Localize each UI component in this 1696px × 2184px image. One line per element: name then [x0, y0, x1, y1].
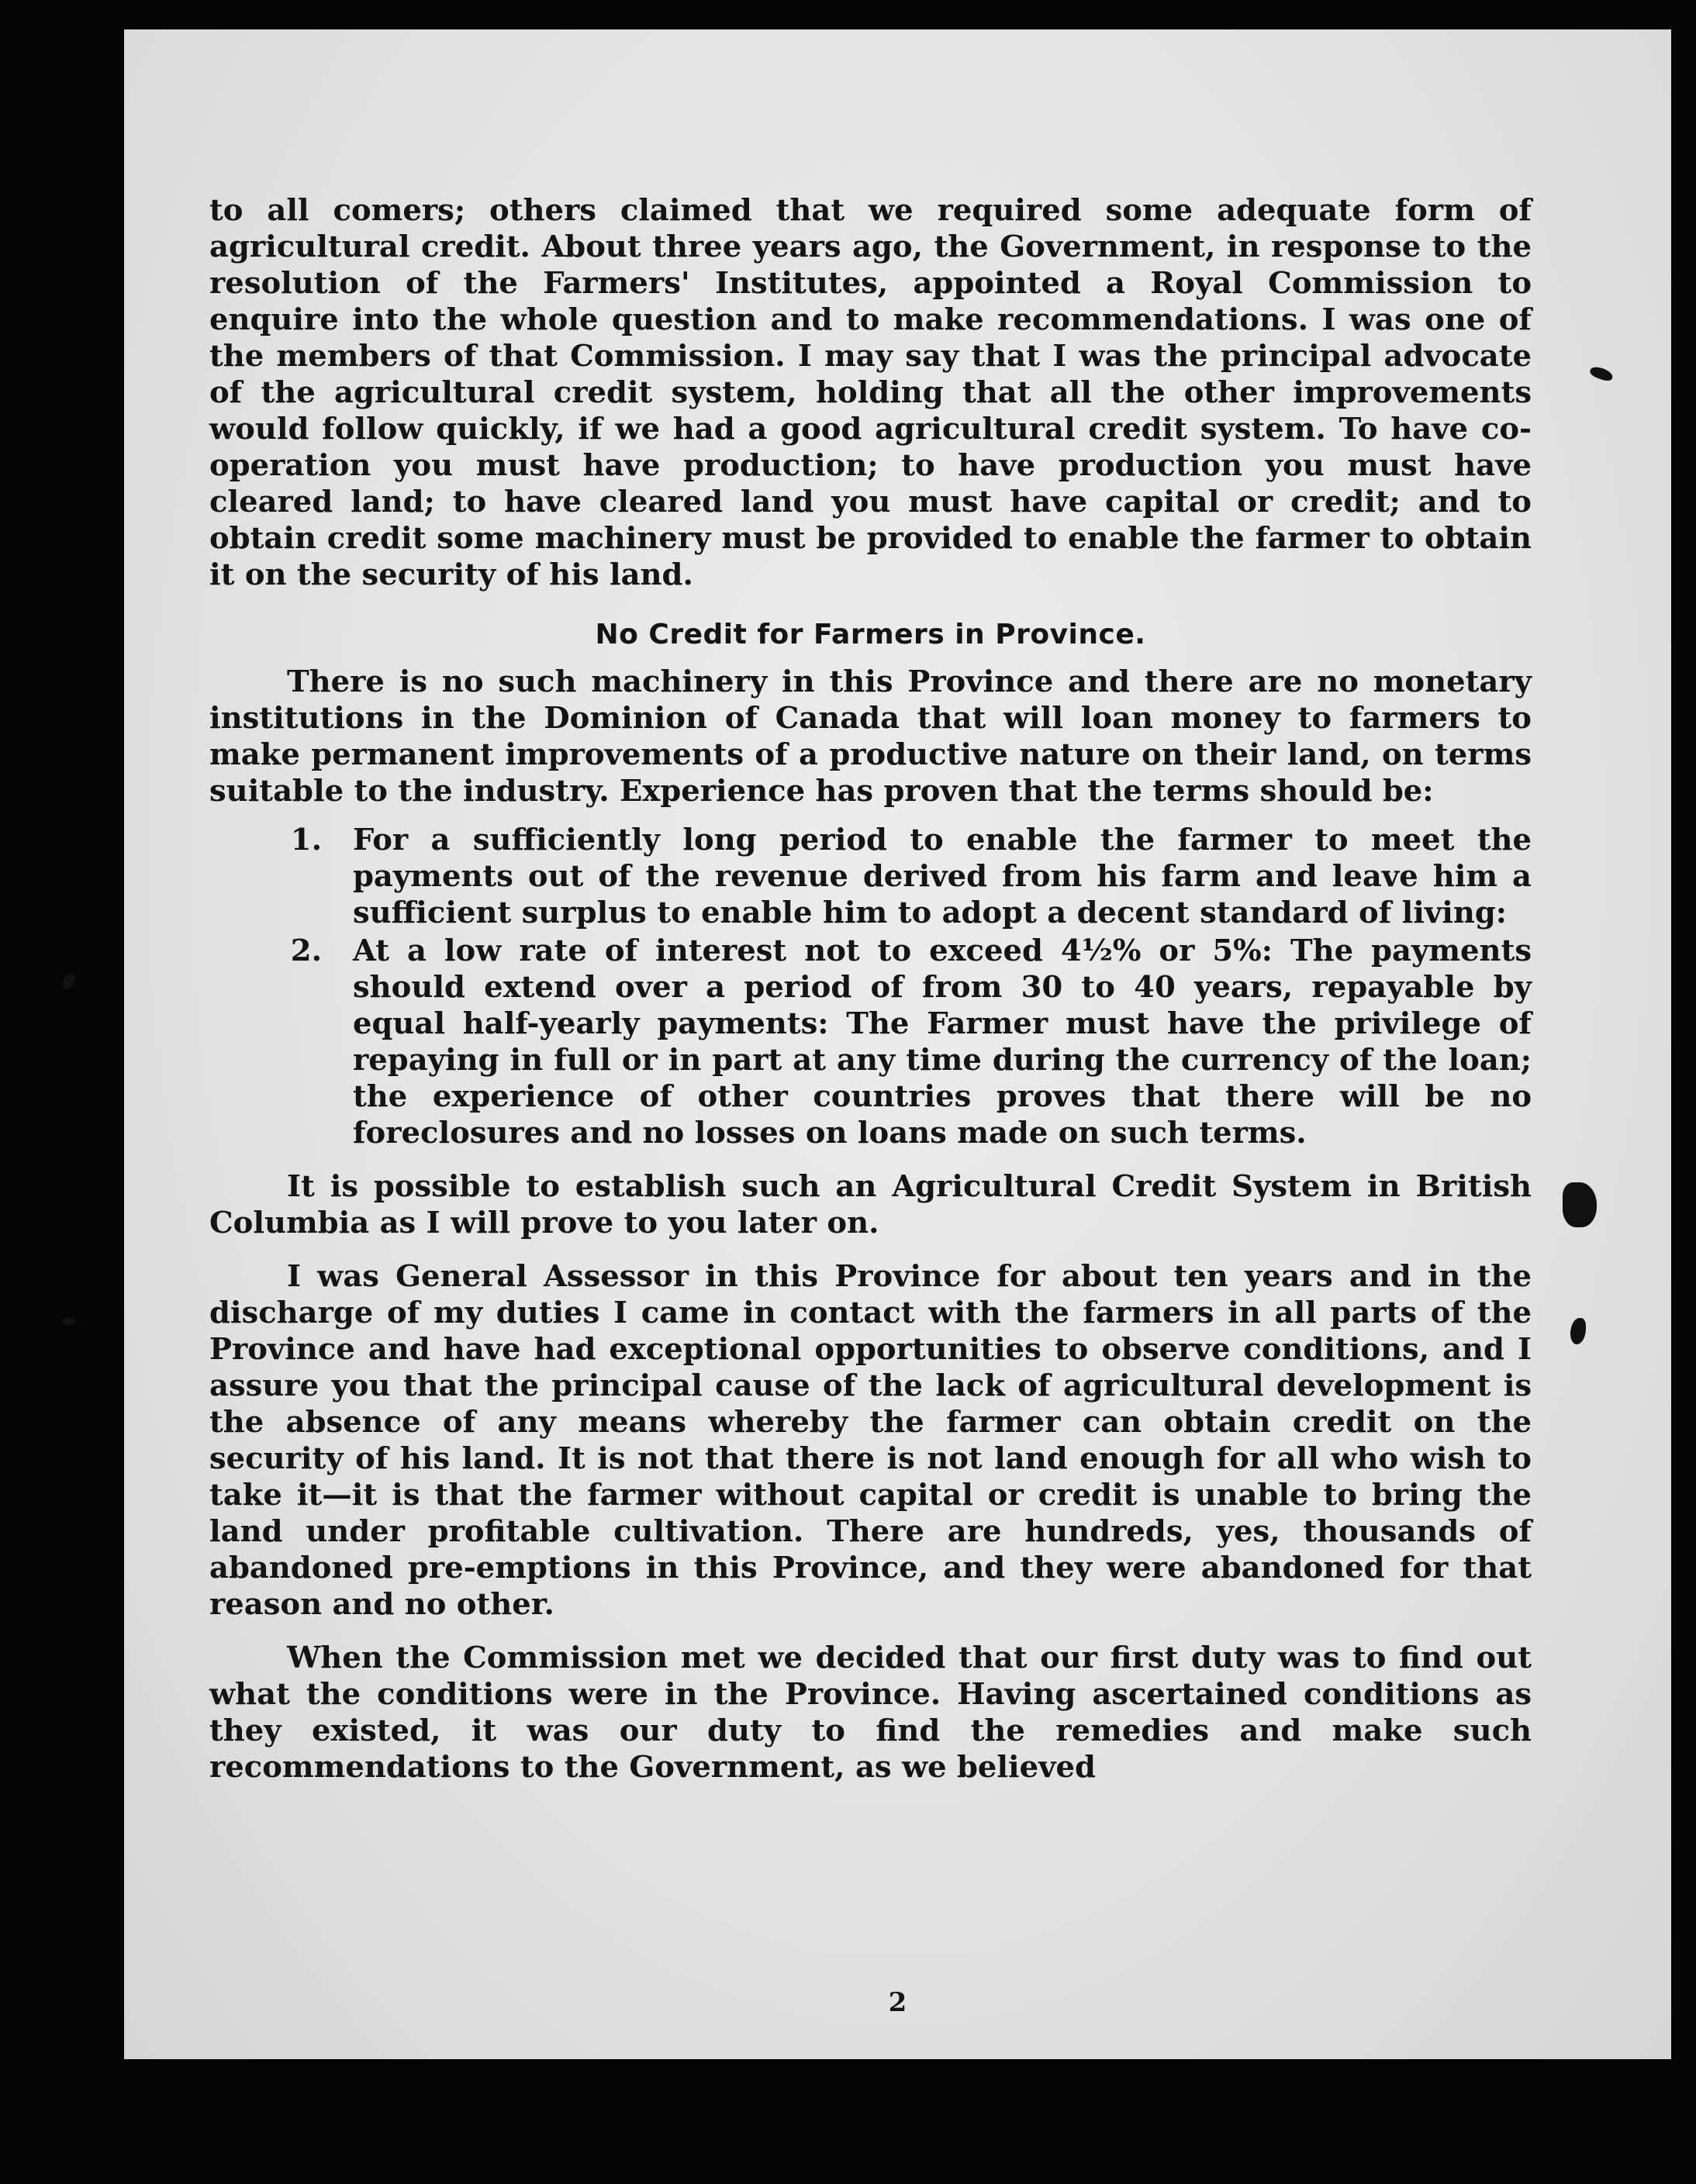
list-number: 2.	[290, 933, 322, 968]
list-item	[209, 822, 1532, 931]
document-page	[124, 29, 1671, 2059]
ink-blot	[62, 1318, 76, 1326]
paragraph-commission: When the Commission met we decided that our first duty was to find out what the conditions were in the Province. Having ascertained conditions as they existed, it was our duty to find the remedies and make such recommendations to the Government, as we believed	[209, 1641, 1532, 1785]
paragraph-credit-system: to all comers; others claimed that we required some adequate form of agricultural credit. About three years ago, the Government, in response to the resolution of the Farmers' Institutes, appointed a Royal Commission to enquire into the whole question and to make recommendations. I was one of the members of that Commission. I may say that I was the principal advocate of the agricultural credit system, holding that all the other improvements would follow quickly, if we had a good agricultural credit system. To have co-operation you must have production; to have production you must have cleared land; to have cleared land you must have capital or credit; and to obtain credit some machinery must be provided to enable the farmer to obtain it on the security of his land.	[209, 193, 1532, 592]
page-number: 2	[888, 1987, 907, 2018]
paragraph-possible: It is possible to establish such an Agricultural Credit System in British Columbia as I will prove to you later on.	[209, 1169, 1532, 1240]
ink-blot	[60, 971, 78, 992]
ink-blot	[1563, 1182, 1597, 1227]
list-number: 1.	[290, 823, 322, 857]
list-text: At a low rate of interest not to exceed 4½% or 5%: The payments should extend over a period of from 30 to 40 years, repayable by equal half-yearly payments: The Farmer must have the privilege of repaying in full or in part at any time during the currency of the loan; the experience of other countries proves that there will be no foreclosures and no losses on loans made on such terms.	[353, 933, 1532, 1151]
list-text: For a sufficiently long period to enable the farmer to meet the payments out of the revenue derived from his farm and leave him a sufficient surplus to enable him to adopt a decent standard of living:	[353, 823, 1532, 930]
body-text	[209, 192, 1532, 1785]
paragraph-no-machinery: There is no such machinery in this Province and there are no monetary institutions in the Dominion of Canada that will loan money to farmers to make permanent improvements of a productive nature on their land, on terms suitable to the industry. Experience has proven that the terms should be:	[209, 664, 1532, 809]
terms-list	[209, 822, 1532, 1151]
paragraph-general-assessor: I was General Assessor in this Province for about ten years and in the discharge of my duties I came in contact with the farmers in all parts of the Province and have had exceptional opportunities to observe conditions, and I assure you that the principal cause of the lack of agricultural development is the absence of any means whereby the farmer can obtain credit on the security of his land. It is not that there is not land enough for all who wish to take it—it is that the farmer without capital or credit is unable to bring the land under profitable cultivation. There are hundreds, yes, thousands of abandoned pre-emptions in this Province, and they were abandoned for that reason and no other.	[209, 1259, 1532, 1622]
section-heading: No Credit for Farmers in Province.	[595, 619, 1146, 650]
list-item	[209, 933, 1532, 1151]
